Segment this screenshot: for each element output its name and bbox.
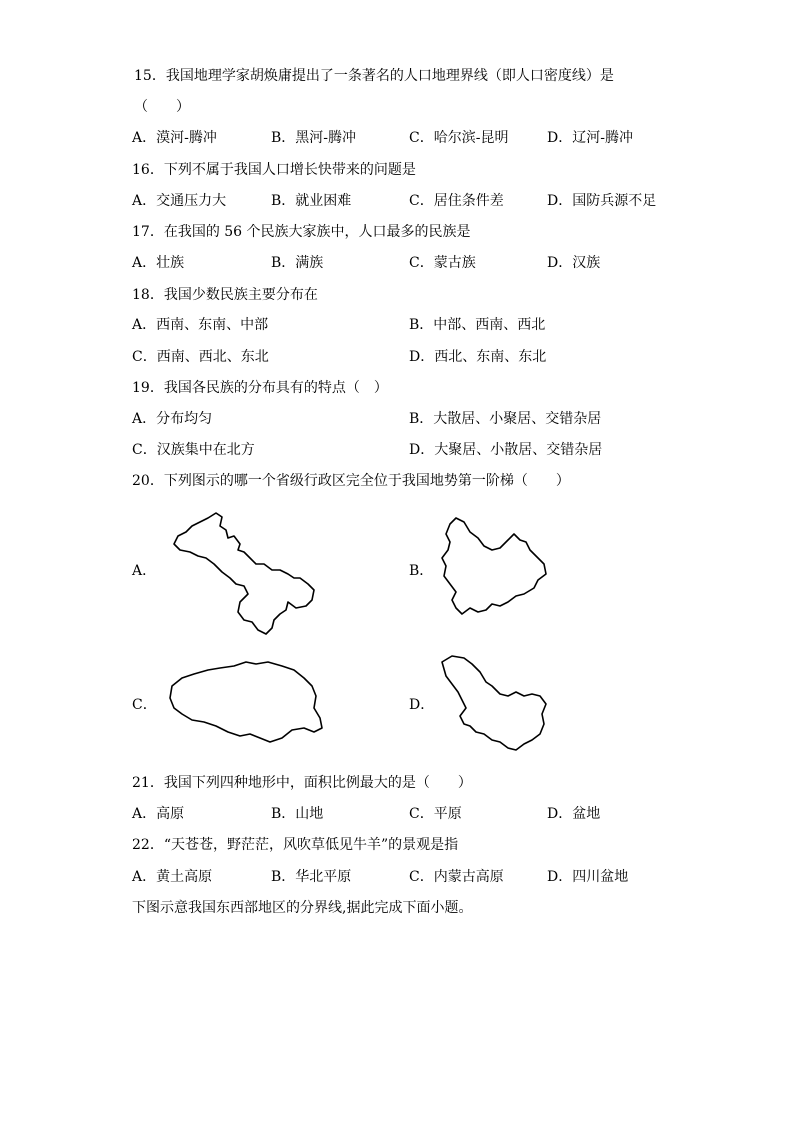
question-15-option-b: B．黑河-腾冲 bbox=[271, 130, 357, 146]
question-17-option-c: C．蒙古族 bbox=[409, 255, 476, 271]
question-18-option-a: A．西南、东南、中部 bbox=[132, 317, 269, 333]
question-20-option-d: D． bbox=[409, 697, 435, 713]
question-21-option-a: A．高原 bbox=[132, 806, 185, 822]
question-22-option-c: C．内蒙古高原 bbox=[409, 869, 504, 885]
question-15-option-c: C．哈尔滨-昆明 bbox=[409, 130, 509, 146]
map-yunnan-outline bbox=[434, 512, 554, 624]
question-22-option-b: B．华北平原 bbox=[271, 869, 352, 885]
question-22-option-a: A．黄土高原 bbox=[132, 869, 213, 885]
question-15-stem: 15．我国地理学家胡焕庸提出了一条著名的人口地理界线（即人口密度线）是 bbox=[134, 68, 614, 84]
question-16-option-c: C．居住条件差 bbox=[409, 193, 504, 209]
question-22-option-d: D．四川盆地 bbox=[547, 869, 629, 885]
question-18-option-b: B．中部、西南、西北 bbox=[409, 317, 546, 333]
question-19-option-b: B．大散居、小聚居、交错杂居 bbox=[409, 411, 602, 427]
question-19-stem: 19．我国各民族的分布具有的特点（ ） bbox=[132, 380, 388, 396]
question-16-option-d: D．国防兵源不足 bbox=[547, 193, 657, 209]
question-20-stem: 20．下列图示的哪一个省级行政区完全位于我国地势第一阶梯（ ） bbox=[132, 473, 570, 489]
question-21-option-b: B．山地 bbox=[271, 806, 324, 822]
question-20-option-c: C． bbox=[132, 697, 157, 713]
question-15-stem-cont: （ ） bbox=[134, 99, 190, 115]
question-19-option-c: C．汉族集中在北方 bbox=[132, 442, 255, 458]
question-21-option-d: D．盆地 bbox=[547, 806, 601, 822]
question-18-option-d: D．西北、东南、东北 bbox=[409, 349, 547, 365]
question-19-option-a: A．分布均匀 bbox=[132, 411, 213, 427]
question-20-option-a: A． bbox=[132, 563, 157, 579]
question-18-option-c: C．西南、西北、东北 bbox=[132, 349, 269, 365]
question-16-stem: 16．下列不属于我国人口增长快带来的问题是 bbox=[132, 162, 416, 178]
map-gansu-outline bbox=[168, 508, 324, 638]
question-15-option-d: D．辽河-腾冲 bbox=[547, 130, 633, 146]
question-17-option-d: D．汉族 bbox=[547, 255, 601, 271]
question-15-option-a: A．漠河-腾冲 bbox=[132, 130, 217, 146]
question-21-stem: 21．我国下列四种地形中，面积比例最大的是（ ） bbox=[132, 775, 472, 791]
question-16-option-a: A．交通压力大 bbox=[132, 193, 227, 209]
map-tibet-outline bbox=[164, 656, 326, 748]
question-18-stem: 18．我国少数民族主要分布在 bbox=[132, 287, 318, 303]
question-21-option-c: C．平原 bbox=[409, 806, 462, 822]
section-instruction: 下图示意我国东西部地区的分界线,据此完成下面小题。 bbox=[132, 900, 473, 916]
question-16-option-b: B．就业困难 bbox=[271, 193, 352, 209]
question-22-stem: 22．“天苍苍，野茫茫，风吹草低见牛羊”的景观是指 bbox=[132, 837, 459, 853]
question-17-stem: 17．在我国的 56 个民族大家族中，人口最多的民族是 bbox=[132, 224, 471, 240]
question-17-option-a: A．壮族 bbox=[132, 255, 185, 271]
map-heilongjiang-outline bbox=[436, 652, 550, 756]
question-19-option-d: D．大聚居、小散居、交错杂居 bbox=[409, 442, 603, 458]
question-17-option-b: B．满族 bbox=[271, 255, 324, 271]
question-20-option-b: B． bbox=[409, 563, 434, 579]
